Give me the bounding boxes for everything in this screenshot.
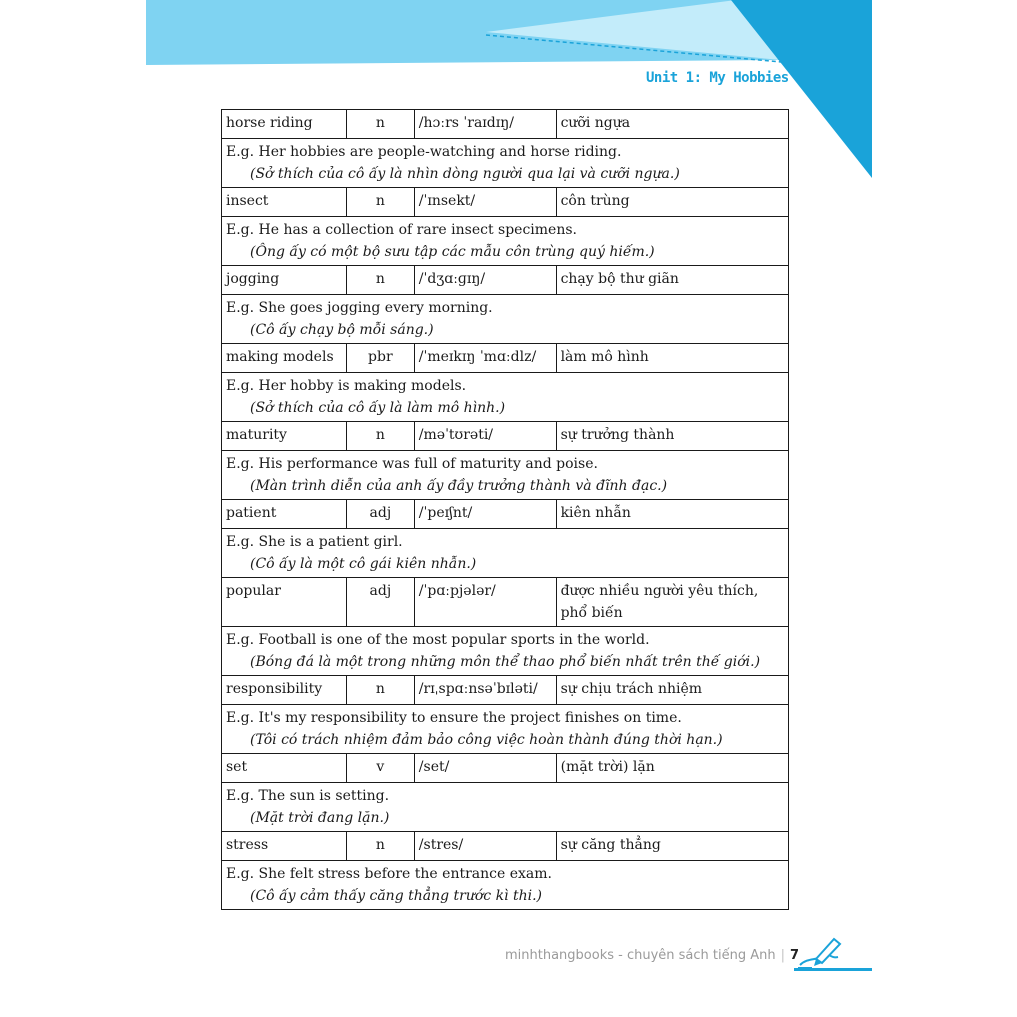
pos-cell: n bbox=[346, 676, 414, 705]
ipa-cell: /ˈɪnsekt/ bbox=[414, 188, 556, 217]
ipa-cell: /ˈpeɪʃnt/ bbox=[414, 500, 556, 529]
example-english: E.g. Her hobby is making models. bbox=[226, 378, 467, 394]
unit-title: Unit 1: My Hobbies bbox=[646, 70, 789, 86]
pos-cell: n bbox=[346, 422, 414, 451]
vocab-row bbox=[222, 676, 789, 705]
example-row bbox=[222, 373, 789, 422]
example-row bbox=[222, 217, 789, 266]
vocab-row bbox=[222, 344, 789, 373]
example-english: E.g. Football is one of the most popular sports in the world. bbox=[226, 632, 650, 648]
example-cell bbox=[222, 529, 789, 578]
pos-cell: pbr bbox=[346, 344, 414, 373]
footer-accent-line bbox=[794, 968, 872, 971]
meaning-cell: (mặt trời) lặn bbox=[556, 754, 788, 783]
example-row bbox=[222, 139, 789, 188]
ipa-cell: /set/ bbox=[414, 754, 556, 783]
pos-cell: n bbox=[346, 188, 414, 217]
vocab-row bbox=[222, 832, 789, 861]
example-vietnamese: (Màn trình diễn của anh ấy đầy trưởng thành và đĩnh đạc.) bbox=[250, 478, 668, 494]
meaning-cell: cưỡi ngựa bbox=[556, 110, 788, 139]
example-row bbox=[222, 295, 789, 344]
example-english: E.g. It's my responsibility to ensure the project finishes on time. bbox=[226, 710, 682, 726]
example-cell bbox=[222, 217, 789, 266]
meaning-cell: sự căng thẳng bbox=[556, 832, 788, 861]
word-cell: jogging bbox=[222, 266, 347, 295]
example-vietnamese: (Bóng đá là một trong những môn thể thao phổ biến nhất trên thế giới.) bbox=[250, 654, 761, 670]
word-cell: stress bbox=[222, 832, 347, 861]
meaning-cell: sự trưởng thành bbox=[556, 422, 788, 451]
word-cell: maturity bbox=[222, 422, 347, 451]
pos-cell: n bbox=[346, 266, 414, 295]
word-cell: horse riding bbox=[222, 110, 347, 139]
word-cell: patient bbox=[222, 500, 347, 529]
meaning-cell: được nhiều người yêu thích, phổ biến bbox=[556, 578, 788, 627]
ipa-cell: /ˈdʒɑːɡɪŋ/ bbox=[414, 266, 556, 295]
example-cell bbox=[222, 451, 789, 500]
vocab-row bbox=[222, 188, 789, 217]
word-cell: set bbox=[222, 754, 347, 783]
footer-separator: | bbox=[780, 948, 786, 963]
meaning-cell: sự chịu trách nhiệm bbox=[556, 676, 788, 705]
example-vietnamese: (Ông ấy có một bộ sưu tập các mẫu côn trùng quý hiếm.) bbox=[250, 244, 655, 260]
example-cell bbox=[222, 627, 789, 676]
word-cell: popular bbox=[222, 578, 347, 627]
example-vietnamese: (Tôi có trách nhiệm đảm bảo công việc hoàn thành đúng thời hạn.) bbox=[250, 732, 723, 748]
pos-cell: adj bbox=[346, 500, 414, 529]
vocab-row bbox=[222, 500, 789, 529]
vocab-row bbox=[222, 754, 789, 783]
pos-cell: adj bbox=[346, 578, 414, 627]
word-cell: insect bbox=[222, 188, 347, 217]
ipa-cell: /məˈtʊrəti/ bbox=[414, 422, 556, 451]
ipa-cell: /rɪˌspɑːnsəˈbɪləti/ bbox=[414, 676, 556, 705]
example-cell bbox=[222, 295, 789, 344]
example-english: E.g. She is a patient girl. bbox=[226, 534, 403, 550]
example-english: E.g. He has a collection of rare insect specimens. bbox=[226, 222, 577, 238]
example-cell bbox=[222, 139, 789, 188]
example-row bbox=[222, 861, 789, 910]
example-english: E.g. The sun is setting. bbox=[226, 788, 390, 804]
example-vietnamese: (Cô ấy chạy bộ mỗi sáng.) bbox=[250, 322, 434, 338]
example-cell bbox=[222, 373, 789, 422]
word-cell: responsibility bbox=[222, 676, 347, 705]
pos-cell: n bbox=[346, 832, 414, 861]
vocabulary-table bbox=[221, 109, 789, 910]
example-english: E.g. His performance was full of maturity and poise. bbox=[226, 456, 598, 472]
example-vietnamese: (Mặt trời đang lặn.) bbox=[250, 810, 390, 826]
example-vietnamese: (Cô ấy cảm thấy căng thẳng trước kì thi.) bbox=[250, 888, 543, 904]
ipa-cell: /ˈpɑːpjələr/ bbox=[414, 578, 556, 627]
meaning-cell: làm mô hình bbox=[556, 344, 788, 373]
pos-cell: n bbox=[346, 110, 414, 139]
vocab-row bbox=[222, 266, 789, 295]
ipa-cell: /stres/ bbox=[414, 832, 556, 861]
example-english: E.g. Her hobbies are people-watching and horse riding. bbox=[226, 144, 622, 160]
example-vietnamese: (Sở thích của cô ấy là nhìn dòng người qua lại và cưỡi ngựa.) bbox=[250, 166, 680, 182]
page-number: 7 bbox=[790, 948, 800, 963]
example-vietnamese: (Cô ấy là một cô gái kiên nhẫn.) bbox=[250, 556, 477, 572]
pos-cell: v bbox=[346, 754, 414, 783]
meaning-cell: kiên nhẫn bbox=[556, 500, 788, 529]
example-cell bbox=[222, 783, 789, 832]
vocab-row bbox=[222, 110, 789, 139]
example-row bbox=[222, 529, 789, 578]
example-row bbox=[222, 705, 789, 754]
word-cell: making models bbox=[222, 344, 347, 373]
vocab-row bbox=[222, 578, 789, 627]
vocab-row bbox=[222, 422, 789, 451]
meaning-cell: chạy bộ thư giãn bbox=[556, 266, 788, 295]
example-vietnamese: (Sở thích của cô ấy là làm mô hình.) bbox=[250, 400, 506, 416]
example-cell bbox=[222, 705, 789, 754]
example-row bbox=[222, 627, 789, 676]
ipa-cell: /ˈmeɪkɪŋ ˈmɑːdlz/ bbox=[414, 344, 556, 373]
page-footer bbox=[505, 948, 799, 963]
example-english: E.g. She felt stress before the entrance exam. bbox=[226, 866, 552, 882]
example-row bbox=[222, 451, 789, 500]
publisher-text: minhthangbooks - chuyên sách tiếng Anh bbox=[505, 948, 776, 963]
ipa-cell: /hɔːrs ˈraɪdɪŋ/ bbox=[414, 110, 556, 139]
example-row bbox=[222, 783, 789, 832]
meaning-cell: côn trùng bbox=[556, 188, 788, 217]
example-cell bbox=[222, 861, 789, 910]
example-english: E.g. She goes jogging every morning. bbox=[226, 300, 493, 316]
